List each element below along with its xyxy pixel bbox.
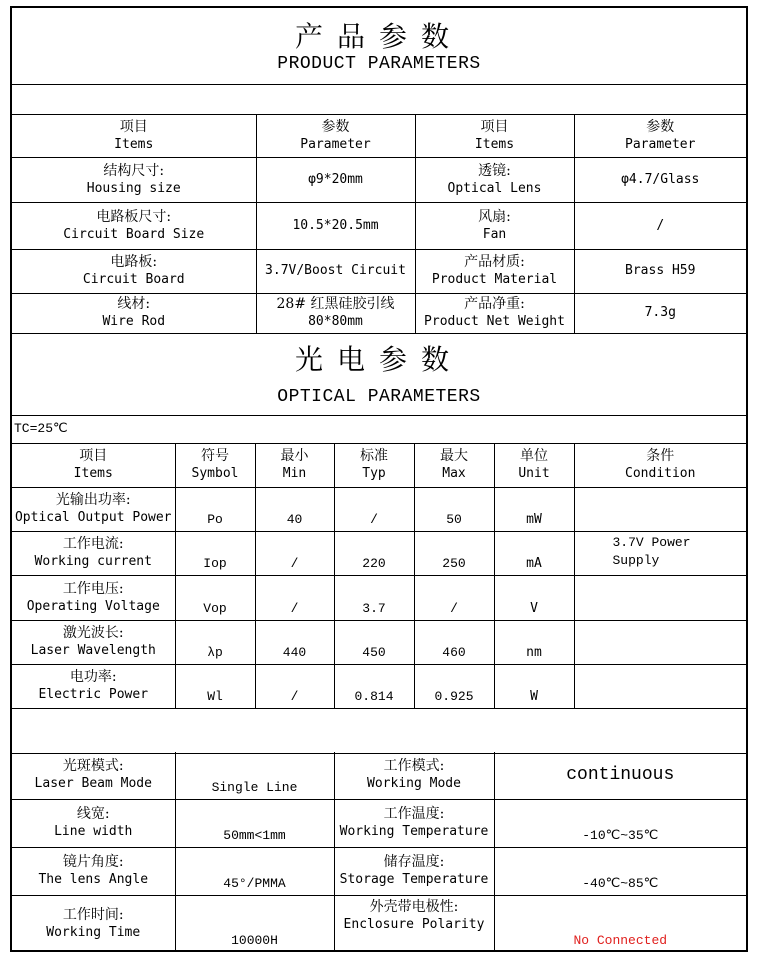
table-row: 光斑模式: Laser Beam Mode Single Line 工作模式: Working Mode continuous <box>12 752 746 799</box>
optical-title-en: OPTICAL PARAMETERS <box>277 386 481 407</box>
table-row: 工作电流: Working current Iop / 220 250 mA 3.7V Power Supply <box>12 531 746 575</box>
optical-title-cell <box>12 333 746 415</box>
table-row: 激光波长: Laser Wavelength λp 440 450 460 nm <box>12 620 746 664</box>
header-param-cn-2: 参数 <box>646 118 675 135</box>
condition-cell: 3.7V Power Supply <box>574 531 746 575</box>
header-items-cn-2: 项目 <box>480 118 509 135</box>
header-items-en: Items <box>114 136 154 152</box>
table-row: 线宽: Line width 50mm<1mm 工作温度: Working Temperature -10℃~35℃ <box>12 799 746 847</box>
table-row: 工作电压: Operating Voltage Vop / 3.7 / V <box>12 575 746 620</box>
product-title-cn: 产品参数 <box>294 19 463 53</box>
optical-header-row: 项目 Items 符号 Symbol 最小 Min 标准 Typ 最大 Max 单位 Unit 条件 Condition <box>12 443 746 487</box>
polarity-value: No Connected <box>494 895 746 952</box>
product-parameters-table <box>12 8 746 334</box>
optical-parameters-table <box>12 333 746 754</box>
table-row: 电路板: Circuit Board 3.7V/Boost Circuit 产品材质: Product Material Brass H59 <box>12 249 746 293</box>
header-param-en: Parameter <box>300 136 371 152</box>
table-row: 光输出功率: Optical Output Power Po 40 / 50 mW <box>12 487 746 531</box>
parameter-sheet <box>10 6 748 952</box>
product-header-row <box>12 114 746 157</box>
table-row: 工作时间: Working Time 10000H 外壳带电极性: Enclosure Polarity No Connected <box>12 895 746 952</box>
header-param-en-2: Parameter <box>625 136 696 152</box>
header-param-cn: 参数 <box>321 118 350 135</box>
optical-title-cn: 光电参数 <box>294 342 463 376</box>
product-title-cell <box>12 8 746 84</box>
header-items-cn: 项目 <box>119 118 148 135</box>
spacer-row <box>12 708 746 753</box>
table-row: 电路板尺寸: Circuit Board Size 10.5*20.5mm 风扇: Fan / <box>12 202 746 249</box>
spacer-row <box>12 84 746 114</box>
table-row: 电功率: Electric Power Wl / 0.814 0.925 W <box>12 664 746 708</box>
product-title-en: PRODUCT PARAMETERS <box>277 53 481 74</box>
tc-label: TC=25℃ <box>12 415 746 443</box>
table-row: 线材: Wire Rod 28# 红黑硅胶引线 80*80mm 产品净重: Product Net Weight 7.3g <box>12 293 746 333</box>
mode-parameters-table <box>12 752 746 952</box>
table-row: 镜片角度: The lens Angle 45°/PMMA 储存温度: Storage Temperature -40℃~85℃ <box>12 847 746 895</box>
header-items-en-2: Items <box>474 136 515 152</box>
table-row: 结构尺寸: Housing size φ9*20mm 透镜: Optical Lens φ4.7/Glass <box>12 157 746 202</box>
